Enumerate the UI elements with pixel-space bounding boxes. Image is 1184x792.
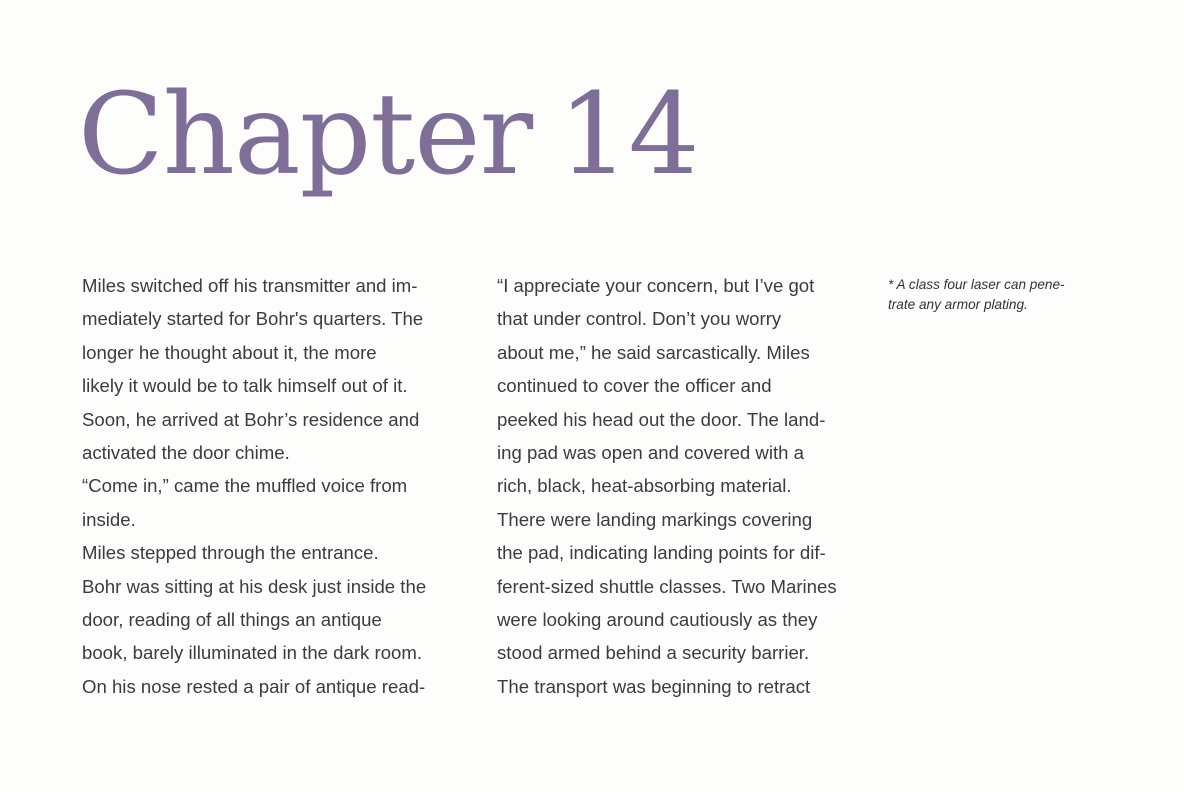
footnote bbox=[888, 275, 1128, 315]
text-line: ferent-sized shuttle classes. Two Marines bbox=[497, 575, 837, 597]
text-line: continued to cover the officer and bbox=[497, 375, 772, 397]
text-line: that under control. Don’t you worry bbox=[497, 308, 782, 330]
text-line: Bohr was sitting at his desk just inside the bbox=[82, 575, 427, 597]
text-line: “I appreciate your concern, but I’ve got bbox=[497, 275, 815, 296]
text-line: mediately started for Bohr's quarters. The bbox=[82, 308, 424, 330]
text-line: the pad, indicating landing points for dif- bbox=[497, 542, 826, 564]
text-line: “Come in,” came the muffled voice from bbox=[82, 475, 408, 497]
body-column-middle bbox=[497, 269, 867, 703]
text-line: Miles stepped through the entrance. bbox=[82, 542, 379, 564]
chapter-number: 14 bbox=[558, 70, 699, 200]
text-line: Miles switched off his transmitter and im- bbox=[82, 275, 418, 296]
text-line: Soon, he arrived at Bohr’s residence and bbox=[82, 408, 420, 430]
text-line: book, barely illuminated in the dark room. bbox=[82, 642, 423, 664]
text-line: rich, black, heat-absorbing material. bbox=[497, 475, 792, 497]
text-line: The transport was beginning to retract bbox=[497, 675, 811, 697]
footnote-line: * A class four laser can pene- bbox=[888, 277, 1065, 292]
text-line: likely it would be to talk himself out of it. bbox=[82, 375, 408, 397]
text-line: ing pad was open and covered with a bbox=[497, 442, 805, 464]
text-line: stood armed behind a security barrier. bbox=[497, 642, 810, 664]
text-line: On his nose rested a pair of antique read- bbox=[82, 675, 426, 697]
text-line: There were landing markings covering bbox=[497, 508, 813, 530]
text-line: about me,” he said sarcastically. Miles bbox=[497, 341, 810, 363]
text-line: activated the door chime. bbox=[82, 442, 290, 464]
body-column-left bbox=[82, 269, 462, 703]
text-line: longer he thought about it, the more bbox=[82, 341, 377, 363]
chapter-title bbox=[78, 60, 699, 210]
text-line: inside. bbox=[82, 508, 136, 530]
footnote-line: trate any armor plating. bbox=[888, 297, 1028, 312]
text-line: were looking around cautiously as they bbox=[497, 609, 818, 631]
chapter-word: Chapter bbox=[78, 70, 533, 200]
text-line: door, reading of all things an antique bbox=[82, 609, 382, 631]
text-line: peeked his head out the door. The land- bbox=[497, 408, 826, 430]
